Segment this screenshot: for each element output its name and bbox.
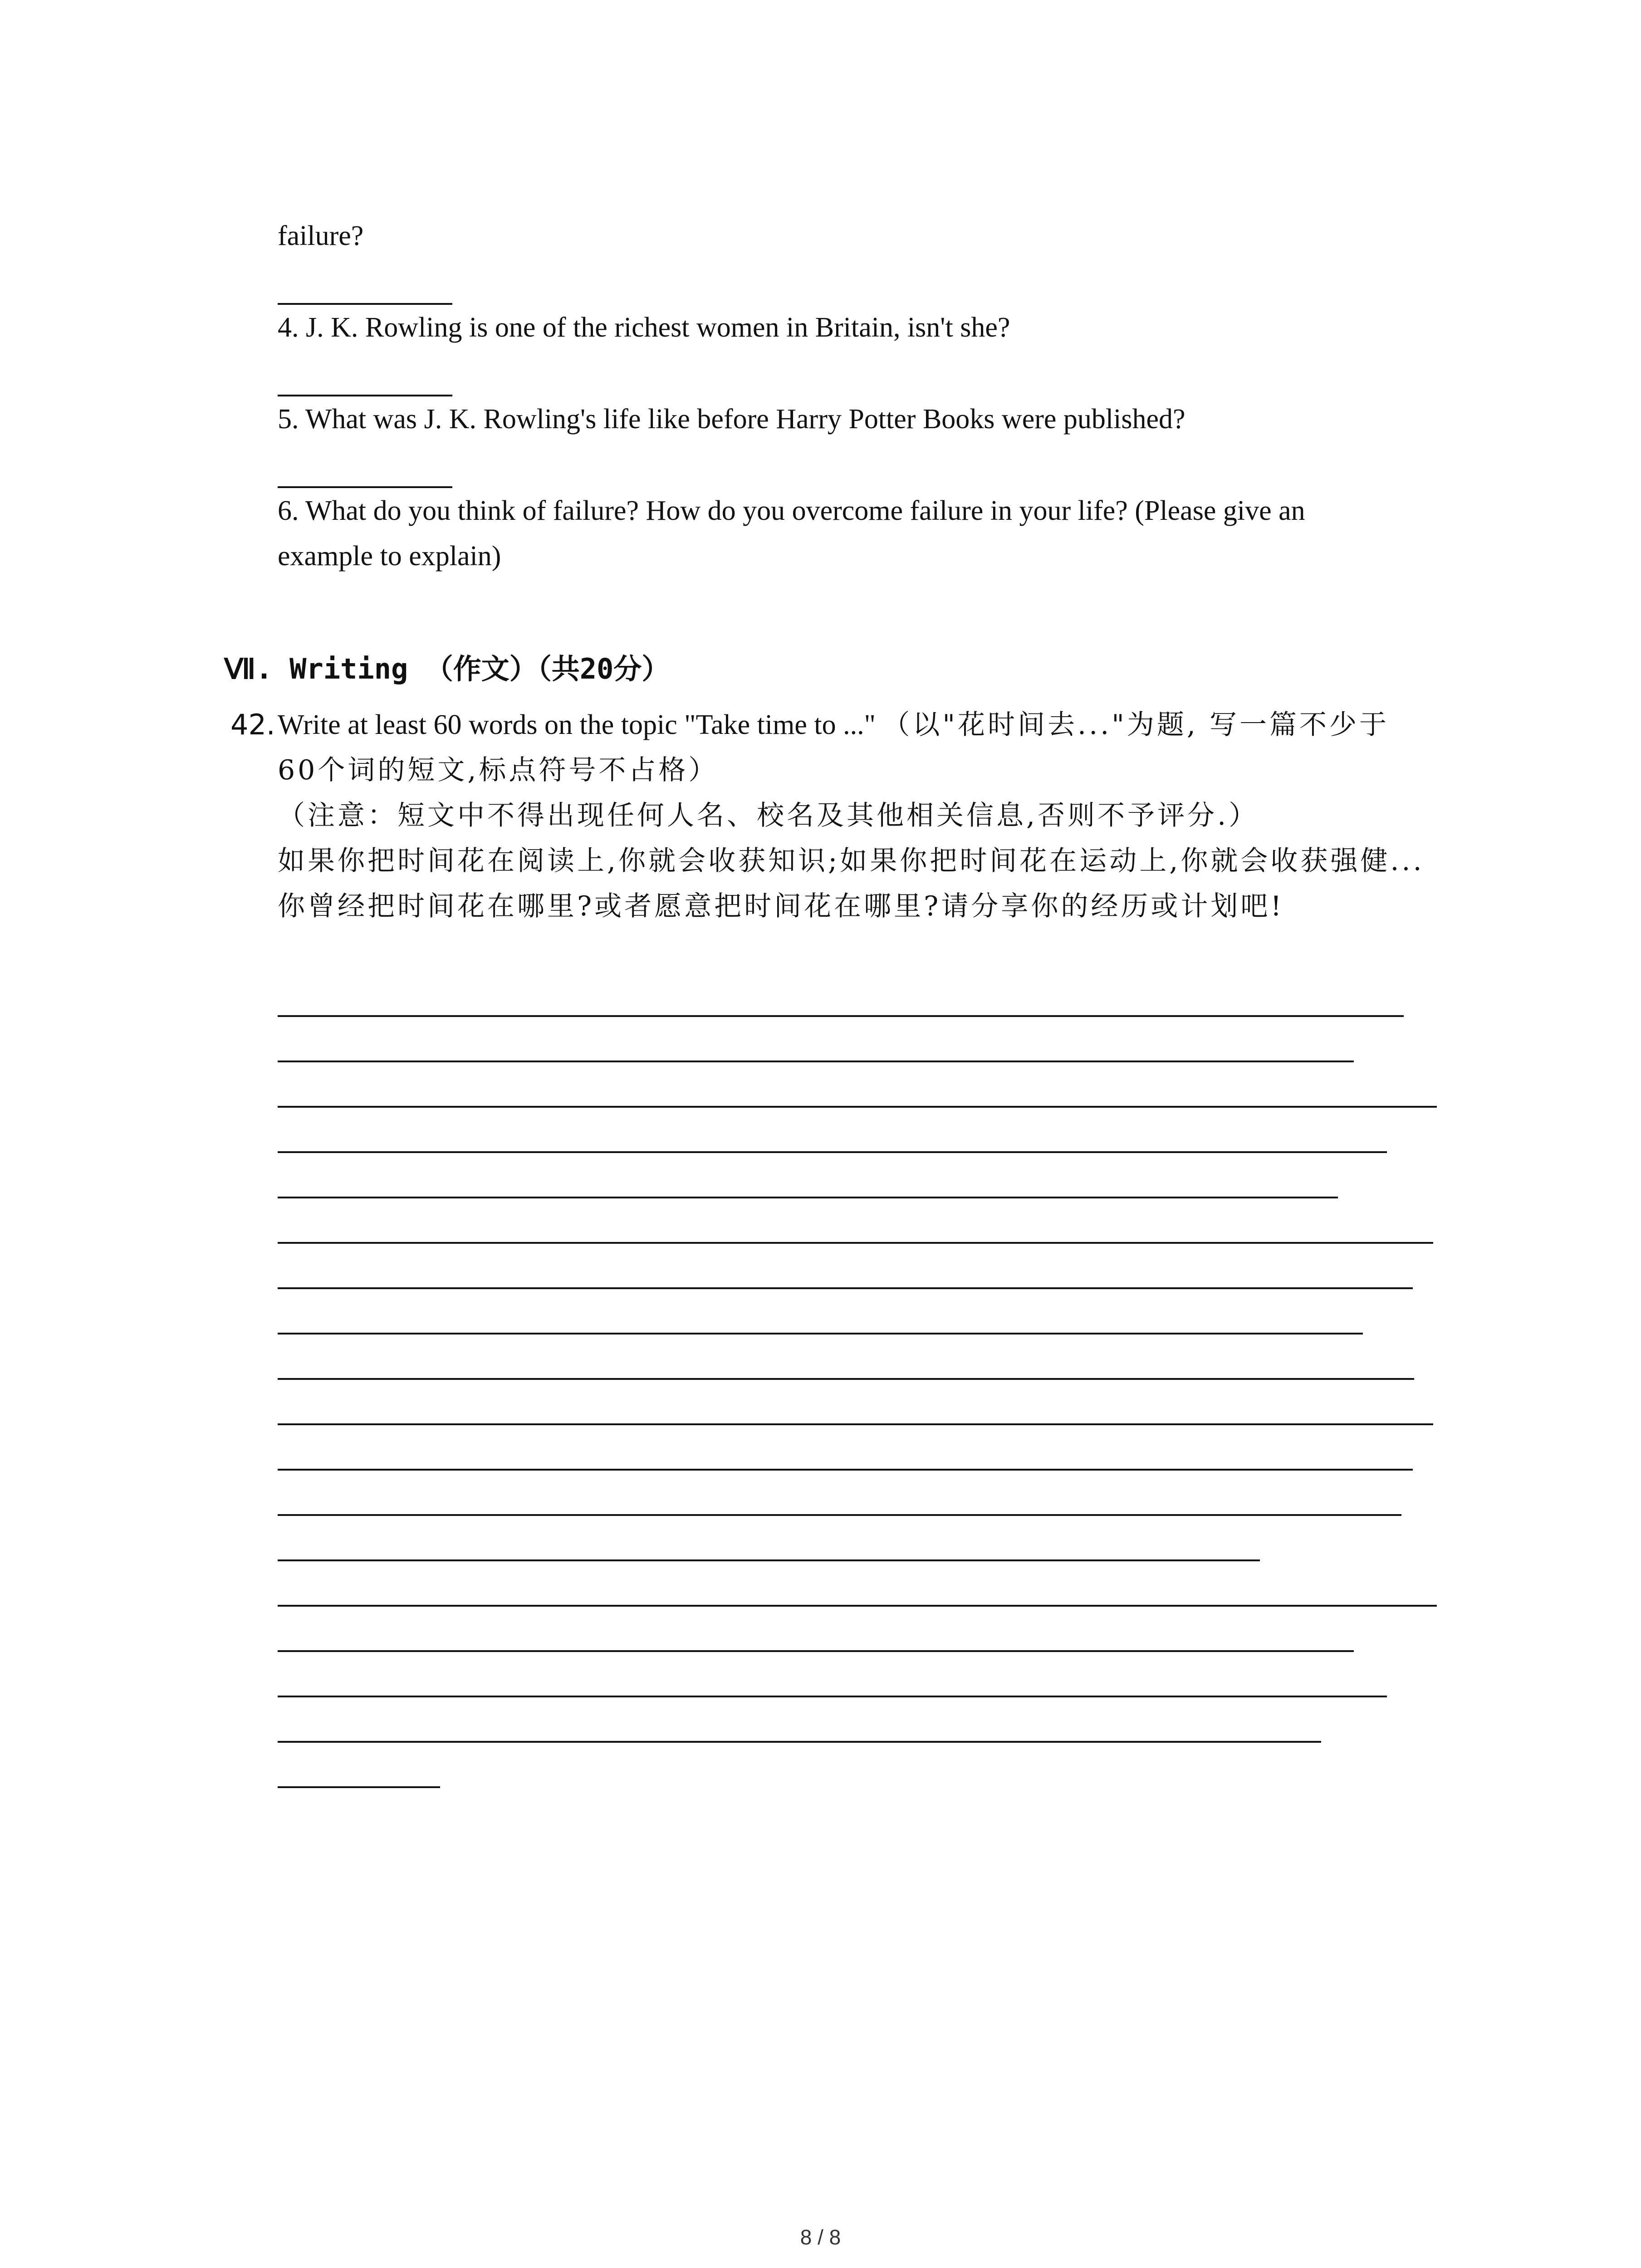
question-5: 5. What was J. K. Rowling's life like before Harry Potter Books were published?: [278, 404, 1185, 435]
task-number: 42.: [230, 708, 275, 741]
writing-line[interactable]: [278, 1106, 1437, 1108]
writing-line[interactable]: [278, 1378, 1414, 1380]
writing-line[interactable]: [278, 1741, 1321, 1743]
writing-line[interactable]: [278, 1197, 1338, 1198]
writing-line[interactable]: [278, 1786, 440, 1788]
question-6-line-1: 6. What do you think of failure? How do you overcome failure in your life? (Please give an: [278, 495, 1305, 526]
writing-line[interactable]: [278, 1650, 1354, 1652]
task-instruction-en: Write at least 60 words on the topic "Take time to ...": [278, 709, 883, 740]
writing-line[interactable]: [278, 1514, 1401, 1516]
writing-line[interactable]: [278, 1333, 1363, 1334]
task-instruction-line-2: 60个词的短文,标点符号不占格）: [278, 754, 719, 786]
task-instruction-cn: （以"花时间去..."为题, 写一篇不少于: [882, 709, 1389, 741]
task-note: （注意：短文中不得出现任何人名、校名及其他相关信息,否则不予评分.）: [278, 800, 1259, 831]
writing-line[interactable]: [278, 1559, 1260, 1561]
writing-line[interactable]: [278, 1696, 1387, 1697]
writing-line[interactable]: [278, 1151, 1387, 1153]
writing-line[interactable]: [278, 1015, 1404, 1017]
task-prompt-line-2: 你曾经把时间花在哪里?或者愿意把时间花在哪里?请分享你的经历或计划吧!: [278, 890, 1284, 922]
section-heading-writing: Ⅶ. Writing （作文）（共20分）: [224, 652, 670, 685]
writing-line[interactable]: [278, 1287, 1413, 1289]
task-instruction-line-1: [278, 702, 1389, 748]
task-prompt-line-1: 如果你把时间花在阅读上,你就会收获知识;如果你把时间花在运动上,你就会收获强健...: [278, 845, 1425, 877]
writing-line[interactable]: [278, 1061, 1354, 1062]
question-6-line-2: example to explain): [278, 541, 501, 572]
writing-line[interactable]: [278, 1469, 1413, 1471]
question-4: 4. J. K. Rowling is one of the richest women in Britain, isn't she?: [278, 312, 1010, 343]
page-number: 8 / 8: [800, 2225, 841, 2249]
writing-line[interactable]: [278, 1242, 1433, 1244]
writing-line[interactable]: [278, 1605, 1437, 1607]
writing-line[interactable]: [278, 1423, 1433, 1425]
question-3-tail: failure?: [278, 220, 364, 251]
